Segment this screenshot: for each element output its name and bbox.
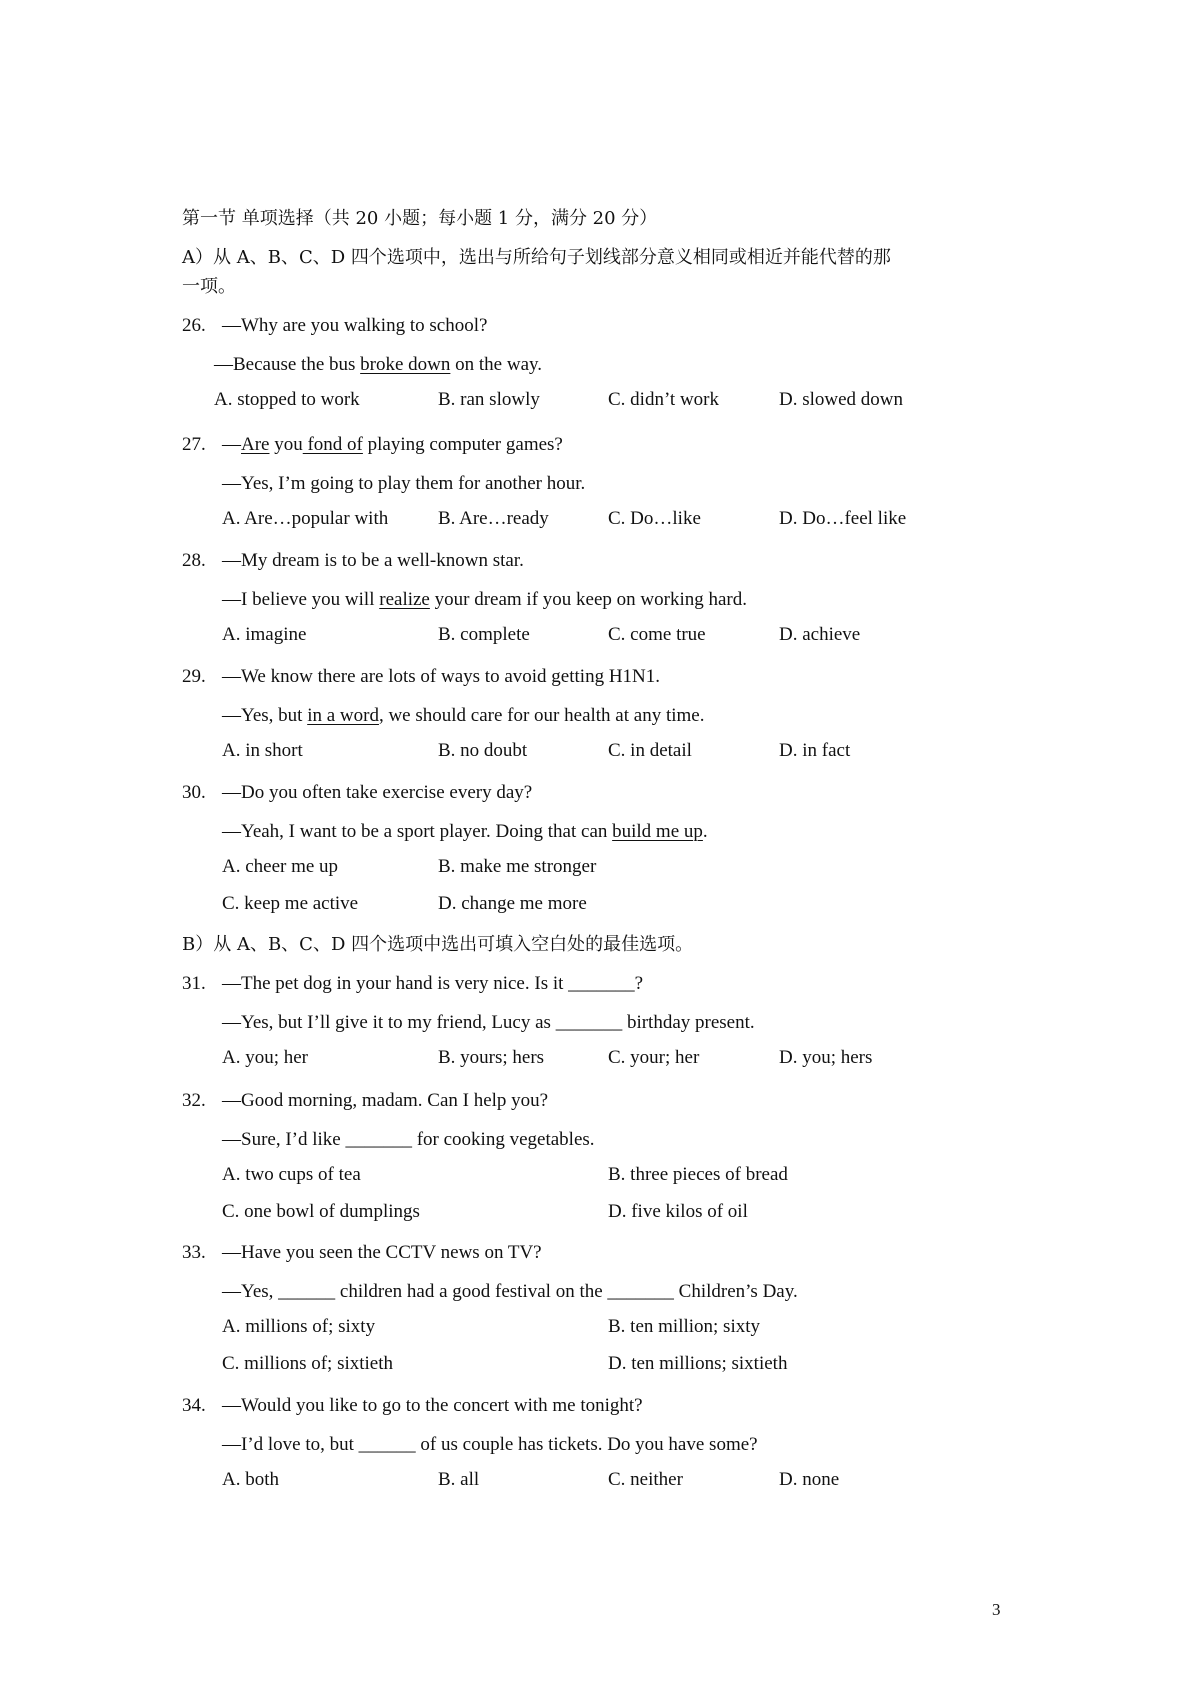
- question-prompt: [222, 549, 524, 573]
- question-number: 26.: [182, 315, 206, 336]
- answer-option: C. didn’t work: [608, 389, 720, 410]
- part-a-instruction-line-1: A）从 A、B、C、D 四个选项中，选出与所给句子划线部分意义相同或相近并能代替的那: [182, 247, 891, 268]
- sentence-text: —I’d love to, but ______ of us couple has tickets. Do you have some?: [222, 1434, 758, 1455]
- question-response: [222, 1433, 758, 1457]
- answer-option: D. change me more: [438, 893, 587, 914]
- question-prompt: [222, 1394, 643, 1418]
- question-number: 28.: [182, 550, 206, 571]
- answer-option: A. cheer me up: [222, 856, 339, 877]
- question-response: [214, 353, 542, 377]
- sentence-text: .: [702, 821, 708, 842]
- answer-option: A. in short: [222, 740, 303, 761]
- sentence-text: on the way.: [450, 354, 543, 375]
- question-number: 30.: [182, 782, 206, 803]
- sentence-text: —My dream is to be a well-known star.: [222, 550, 524, 571]
- answer-option: C. in detail: [608, 740, 692, 761]
- question-response: [222, 588, 747, 612]
- sentence-text: —Would you like to go to the concert with me tonight?: [222, 1395, 643, 1416]
- question-response: [222, 1280, 798, 1304]
- answer-option: C. one bowl of dumplings: [222, 1201, 420, 1222]
- answer-option: B. complete: [438, 624, 530, 645]
- underlined-phrase: realize: [379, 589, 430, 610]
- question-response: [222, 704, 704, 728]
- answer-option: C. keep me active: [222, 893, 359, 914]
- sentence-text: —Because the bus: [214, 354, 361, 375]
- sentence-text: playing computer games?: [362, 434, 563, 455]
- question-number: 27.: [182, 434, 206, 455]
- answer-option: D. none: [779, 1469, 840, 1490]
- sentence-text: —I believe you will: [222, 589, 380, 610]
- underlined-phrase: fond of: [302, 434, 363, 455]
- sentence-text: —Yes, but: [222, 705, 308, 726]
- question-response: [222, 1011, 755, 1035]
- answer-option: B. three pieces of bread: [608, 1164, 788, 1185]
- answer-option: C. millions of; sixtieth: [222, 1353, 394, 1374]
- answer-option: B. ten million; sixty: [608, 1316, 761, 1337]
- sentence-text: —: [222, 434, 241, 455]
- sentence-text: —We know there are lots of ways to avoid getting H1N1.: [222, 666, 661, 687]
- question-number: 32.: [182, 1090, 206, 1111]
- question-number: 31.: [182, 973, 206, 994]
- sentence-text: you: [269, 434, 303, 455]
- sentence-text: —Have you seen the CCTV news on TV?: [222, 1242, 542, 1263]
- answer-option: D. slowed down: [779, 389, 904, 410]
- answer-option: A. Are…popular with: [222, 508, 389, 529]
- answer-option: A. you; her: [222, 1047, 309, 1068]
- answer-option: A. imagine: [222, 624, 307, 645]
- answer-option: B. Are…ready: [438, 508, 549, 529]
- underlined-phrase: build me up: [612, 821, 703, 842]
- sentence-text: —Do you often take exercise every day?: [222, 782, 533, 803]
- answer-option: C. come true: [608, 624, 706, 645]
- question-prompt: [222, 665, 660, 689]
- sentence-text: —Yeah, I want to be a sport player. Doing that can: [222, 821, 613, 842]
- question-number: 34.: [182, 1395, 206, 1416]
- question-prompt: [222, 781, 532, 805]
- question-prompt: [222, 972, 643, 996]
- sentence-text: your dream if you keep on working hard.: [429, 589, 747, 610]
- question-prompt: [222, 314, 487, 338]
- question-response: [222, 820, 708, 844]
- part-b-instruction: B）从 A、B、C、D 四个选项中选出可填入空白处的最佳选项。: [182, 934, 694, 955]
- section-title: 第一节 单项选择（共 20 小题；每小题 1 分，满分 20 分）: [182, 208, 658, 229]
- sentence-text: —Yes, ______ children had a good festival on the _______ Children’s Day.: [222, 1281, 798, 1302]
- question-response: [222, 1128, 595, 1152]
- underlined-phrase: Are: [241, 434, 270, 455]
- underlined-phrase: broke down: [360, 354, 451, 375]
- part-a-instruction-line-2: 一项。: [182, 276, 236, 297]
- underlined-phrase: in a word: [307, 705, 379, 726]
- sentence-text: —The pet dog in your hand is very nice. Is it _______?: [222, 973, 644, 994]
- question-number: 33.: [182, 1242, 206, 1263]
- answer-option: B. make me stronger: [438, 856, 597, 877]
- answer-option: B. ran slowly: [438, 389, 540, 410]
- question-number: 29.: [182, 666, 206, 687]
- answer-option: C. your; her: [608, 1047, 700, 1068]
- answer-option: D. achieve: [779, 624, 861, 645]
- answer-option: D. Do…feel like: [779, 508, 907, 529]
- answer-option: A. millions of; sixty: [222, 1316, 376, 1337]
- answer-option: C. Do…like: [608, 508, 701, 529]
- sentence-text: —Yes, I’m going to play them for another hour.: [222, 473, 586, 494]
- sentence-text: , we should care for our health at any time.: [378, 705, 705, 726]
- answer-option: D. in fact: [779, 740, 851, 761]
- question-prompt: [222, 1089, 548, 1113]
- answer-option: A. two cups of tea: [222, 1164, 361, 1185]
- answer-option: B. yours; hers: [438, 1047, 545, 1068]
- answer-option: D. five kilos of oil: [608, 1201, 748, 1222]
- sentence-text: —Sure, I’d like _______ for cooking vegetables.: [222, 1129, 595, 1150]
- answer-option: A. both: [222, 1469, 279, 1490]
- answer-option: B. all: [438, 1469, 480, 1490]
- question-prompt: [222, 1241, 542, 1265]
- answer-option: C. neither: [608, 1469, 683, 1490]
- question-response: [222, 472, 585, 496]
- answer-option: D. you; hers: [779, 1047, 873, 1068]
- question-prompt: [222, 433, 563, 457]
- sentence-text: —Yes, but I’ll give it to my friend, Lucy as _______ birthday present.: [222, 1012, 755, 1033]
- answer-option: D. ten millions; sixtieth: [608, 1353, 788, 1374]
- sentence-text: —Why are you walking to school?: [222, 315, 488, 336]
- page-number: 3: [992, 1600, 1001, 1619]
- answer-option: B. no doubt: [438, 740, 528, 761]
- sentence-text: —Good morning, madam. Can I help you?: [222, 1090, 549, 1111]
- answer-option: A. stopped to work: [214, 389, 360, 410]
